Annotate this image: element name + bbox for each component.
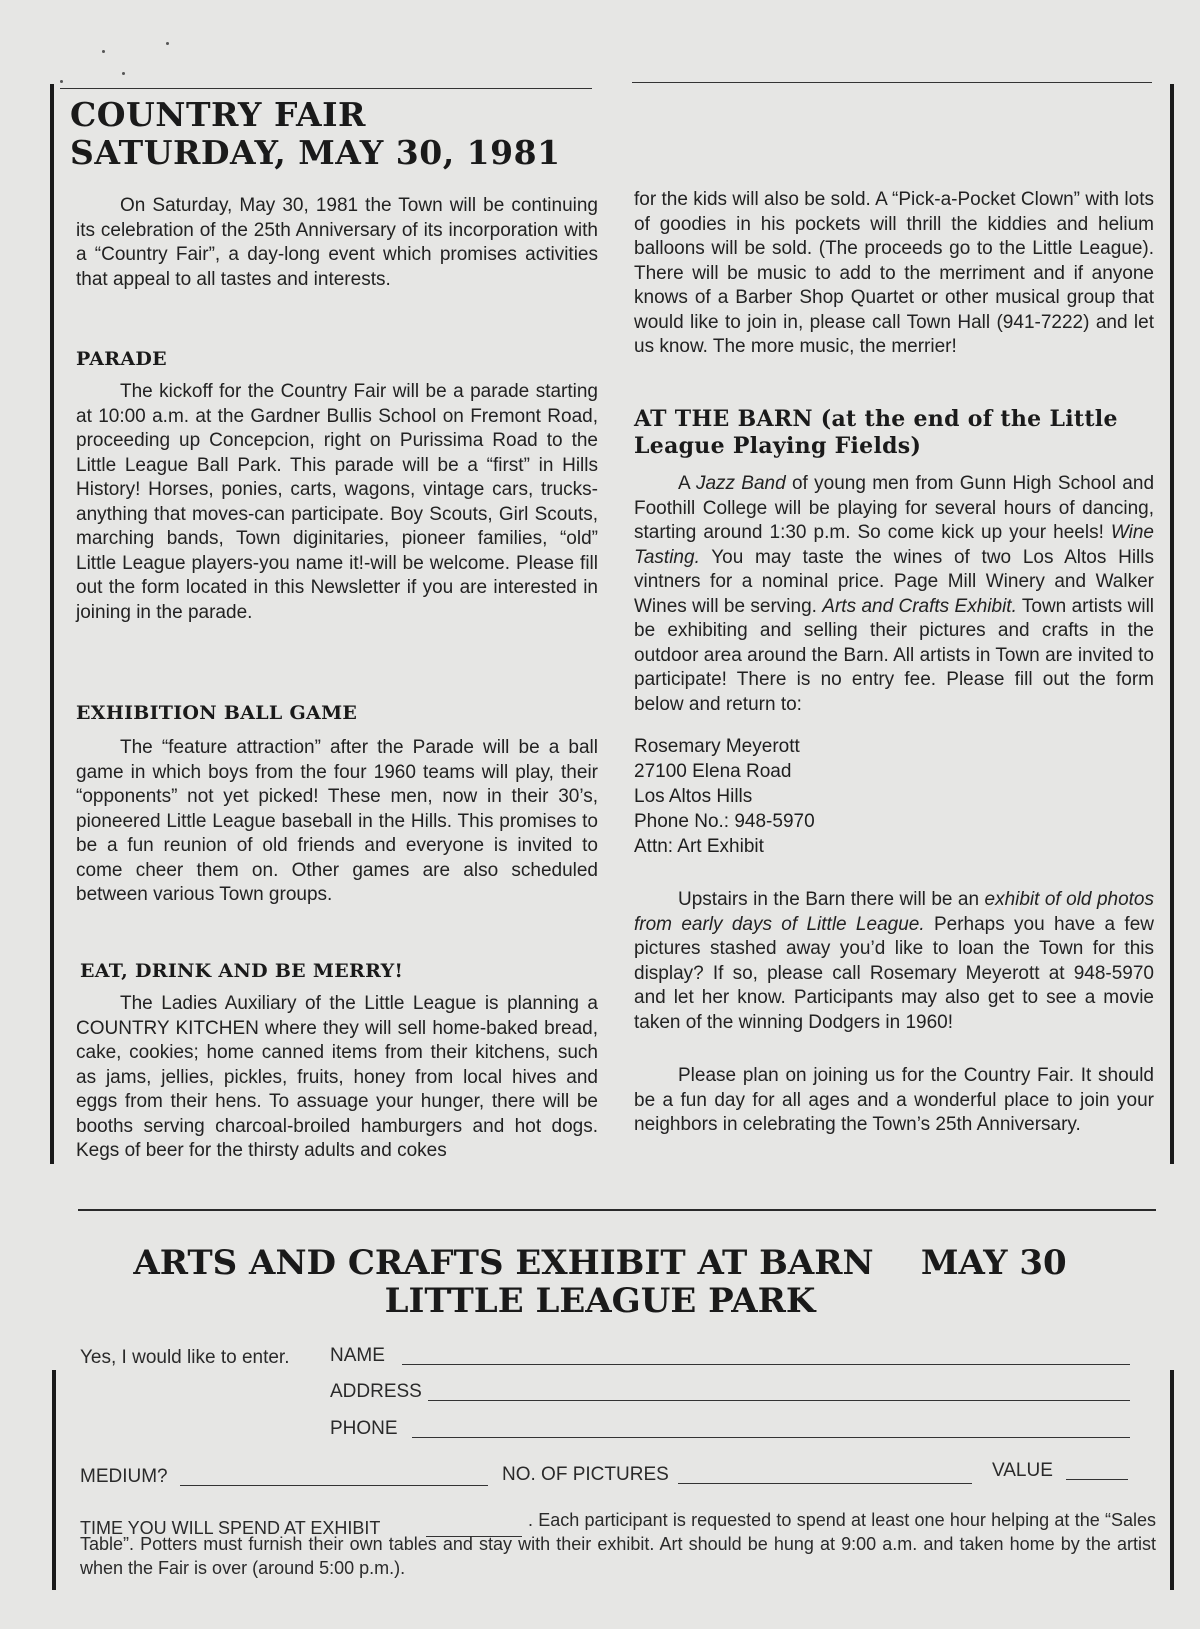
barn-heading-line-1: AT THE BARN (at the end of the Little <box>634 406 1118 432</box>
pictures-label: NO. OF PICTURES <box>502 1464 669 1485</box>
speck <box>102 50 105 53</box>
barn-text-c: You may taste the wines of two Los Altos Hills vintners for a nominal price. Page Mill Winery and Walker Wines will be serving. <box>634 546 1154 617</box>
participant-note: . Each participant is requested to spend at least one hour helping at the “Sales Table”. Potters must furnish their own tables and stay with their exhibit. Art should be hung at 9:00 a.m. and taken home by the artist when the Fair is over (around 5:00 p.m.). <box>80 1510 1156 1578</box>
eat-heading: EAT, DRINK AND BE MERRY! <box>80 960 404 982</box>
barn-text-b: of young men from Gunn High School and Foothill College will be playing for several hours of dancing, starting around 1:30 p.m. So come kick up your heels! <box>634 473 1155 543</box>
eat-continued-paragraph: for the kids will also be sold. A “Pick-a-Pocket Clown” with lots of goodies in his pockets will thrill the kiddies and helium balloons will be sold. (The proceeds go to the Little League). There will be music to add to the merriment and if anyone knows of a Barber Shop Quartet or other musical group that would like to join in, please call Town Hall (941-7222) and let us know. The more music, the merrier! <box>634 189 1154 357</box>
address-name: Rosemary Meyerott <box>634 736 800 757</box>
title-line-2: SATURDAY, MAY 30, 1981 <box>70 133 561 172</box>
barn-heading-line-2: League Playing Fields) <box>634 433 922 459</box>
return-address <box>634 734 815 859</box>
exhibition-paragraph: The “feature attraction” after the Parade will be a ball game in which boys from the four 1960 teams will play, their “opponents” not yet picked! These men, now in their 30’s, pioneered Little League baseball in the Hills. This promises to be a fun reunion of old friends and everyone is invited to come cheer them on. Other games are also scheduled between various Town groups. <box>76 737 598 905</box>
upstairs-text-b: Perhaps you have a few pictures stashed away you’d like to loan the Town for this display? If so, please call Rosemary Meyerott at 948-5970 and let her know. Participants may also get to see a movie taken of the winning Dodgers in 1960! <box>634 913 1154 1033</box>
right-top-rule <box>632 82 1152 83</box>
form-heading-line-2: LITTLE LEAGUE PARK <box>384 1281 816 1321</box>
parade-heading: PARADE <box>76 348 167 370</box>
barn-paragraph <box>634 472 1154 717</box>
form-right-rule <box>1170 1370 1174 1590</box>
title-line-1: COUNTRY FAIR <box>70 95 366 134</box>
address-city: Los Altos Hills <box>634 786 753 807</box>
intro-paragraph: On Saturday, May 30, 1981 the Town will be continuing its celebration of the 25th Anniversary of its incorporation with a “Country Fair”, a day-long event which promises activities that appeal to all tastes and interests. <box>76 195 598 290</box>
address-attn: Attn: Art Exhibit <box>634 836 764 857</box>
phone-label: PHONE <box>330 1418 398 1439</box>
jazz-band-text: Jazz Band <box>695 473 786 494</box>
exhibition-heading: EXHIBITION BALL GAME <box>76 702 358 724</box>
phone-field[interactable] <box>412 1437 1130 1438</box>
barn-text-a: A <box>678 473 696 494</box>
form-heading-line-1: ARTS AND CRAFTS EXHIBIT AT BARN MAY 30 <box>133 1243 1067 1283</box>
name-label: NAME <box>330 1345 385 1366</box>
form-left-rule <box>52 1370 56 1590</box>
address-label: ADDRESS <box>330 1381 422 1402</box>
page-title <box>70 96 561 172</box>
closing-paragraph: Please plan on joining us for the Country Fair. It should be a fun day for all ages and a wonderful place to join your neighbors in celebrating the Town’s 25th Anniversary. <box>634 1065 1154 1135</box>
upstairs-paragraph <box>634 888 1154 1035</box>
form-divider <box>78 1209 1156 1211</box>
value-label: VALUE <box>992 1460 1053 1481</box>
name-field[interactable] <box>402 1364 1130 1365</box>
barn-heading <box>634 406 1154 460</box>
address-phone: Phone No.: 948-5970 <box>634 811 815 832</box>
yes-enter-label: Yes, I would like to enter. <box>80 1347 290 1368</box>
speck <box>122 72 125 75</box>
arts-crafts-text: Arts and Crafts Exhibit. <box>822 595 1017 617</box>
upstairs-text-a: Upstairs in the Barn there will be an <box>678 889 985 910</box>
value-field[interactable] <box>1066 1479 1128 1480</box>
medium-field[interactable] <box>180 1485 488 1486</box>
time-label: TIME YOU WILL SPEND AT EXHIBIT <box>80 1518 381 1538</box>
address-field[interactable] <box>428 1400 1130 1401</box>
left-top-rule <box>60 88 592 89</box>
eat-paragraph: The Ladies Auxiliary of the Little League is planning a COUNTRY KITCHEN where they will sell home-baked bread, cake, cookies; home canned items from their kitchens, such as jams, jellies, pickles, fruits, honey from local hives and eggs from their hens. To assuage your hunger, there will be booths serving charcoal-broiled hamburgers and hot dogs. Kegs of beer for the thirsty adults and cokes <box>76 993 598 1161</box>
speck <box>166 42 169 45</box>
barn-text-d: Town artists will be exhibiting and selling their pictures and crafts in the outdoor area around the Barn. All artists in Town are invited to participate! There is no entry fee. Please fill out the form below and return to: <box>634 595 1155 715</box>
old-photos-text: exhibit of old photos from early days of Little League. <box>634 889 1154 935</box>
wine-tasting-text: Wine Tasting. <box>634 522 1154 568</box>
pictures-field[interactable] <box>678 1483 972 1484</box>
address-street: 27100 Elena Road <box>634 761 792 782</box>
parade-paragraph: The kickoff for the Country Fair will be a parade starting at 10:00 a.m. at the Gardner Bullis School on Fremont Road, proceeding up Concepcion, right on Purissima Road to the Little League Ball Park. This parade will be a “first” in Hills History! Horses, ponies, carts, wagons, vintage cars, trucks-anything that moves-can participate. Boy Scouts, Girl Scouts, marching bands, Town diginitaries, pioneer families, “old” Little League players-you name it!-will be welcome. Please fill out the form located in this Newsletter if you are interested in joining in the parade. <box>76 381 598 623</box>
medium-label: MEDIUM? <box>80 1466 168 1487</box>
speck <box>60 80 63 83</box>
